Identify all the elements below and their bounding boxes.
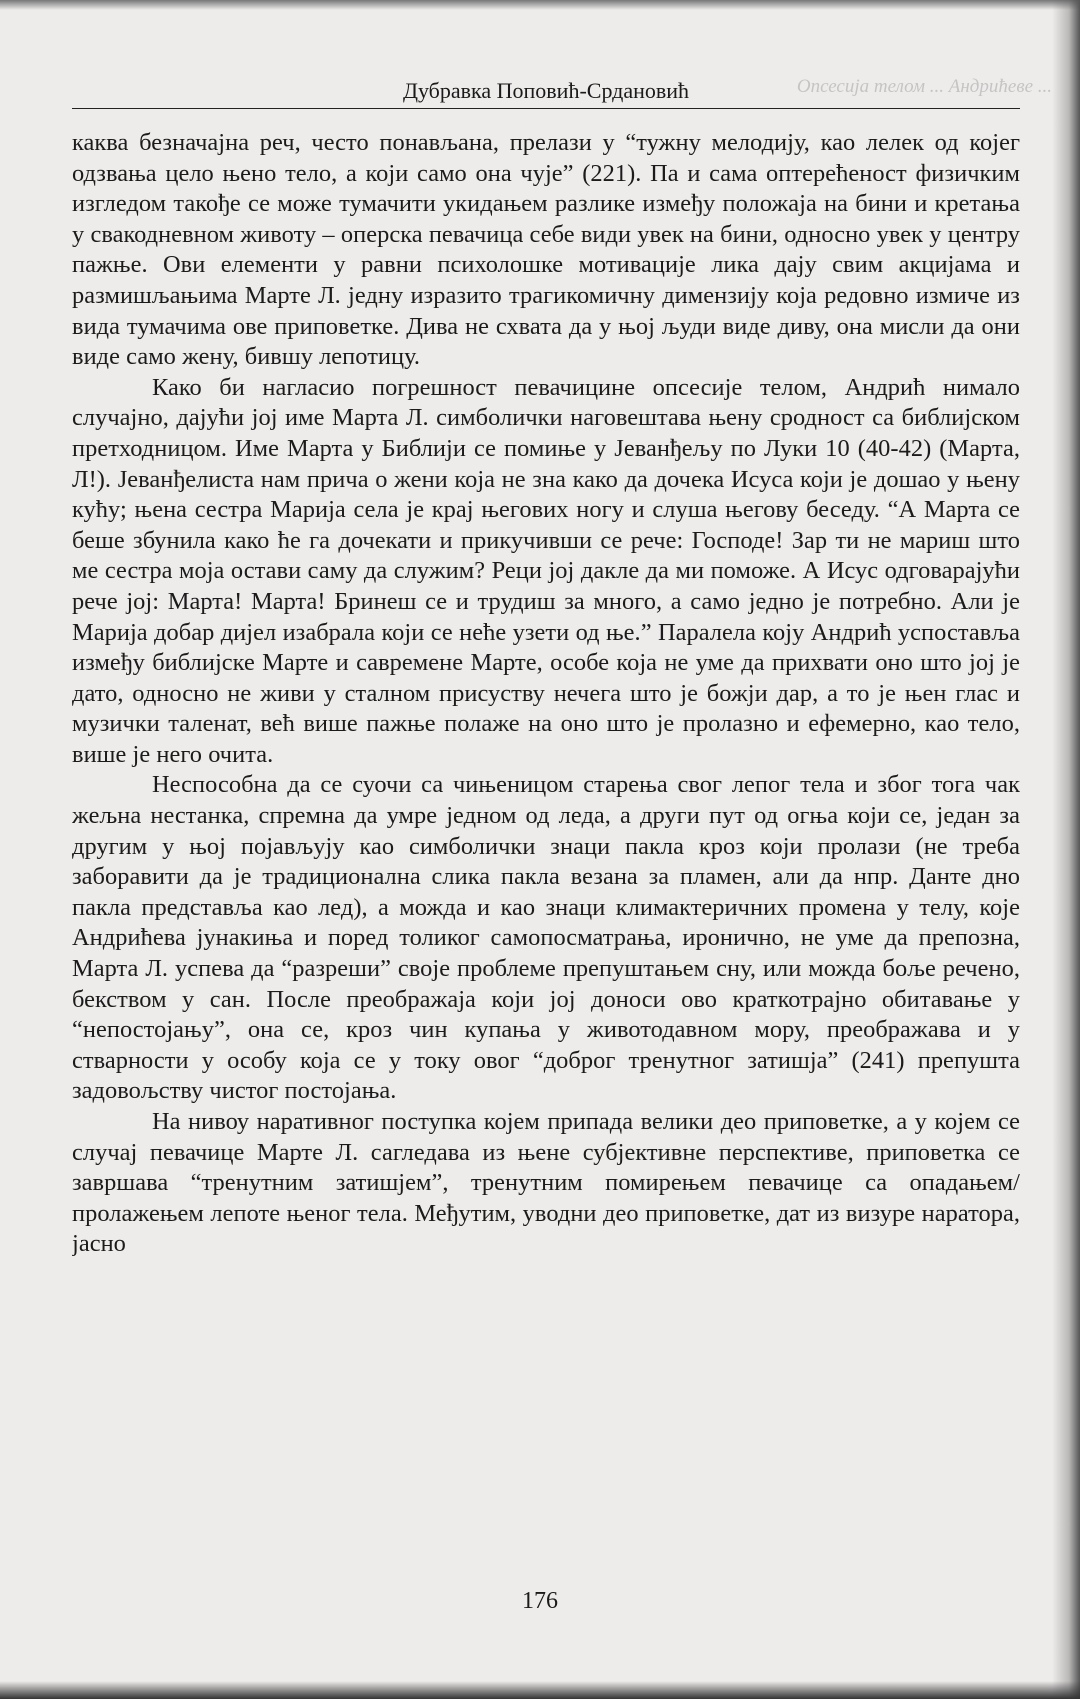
paragraph-3: Неспособна да се суочи са чињеницом старења свог лепог тела и због тога чак жељна нестанка, спремна да умре једном од леда, а други пут од огња који се, један за другим у њој појављују као симболички знаци пакла кроз који пролази (не треба заборавити да је традиционална слика пакла везана за пламен, али да нпр. Данте дно пакла представља као лед), а можда и као знаци климактеричних промена у телу, које Андрићева јунакиња и поред толиког самопосматрања, иронично, не уме да препозна, Марта Л. успева да “разреши” своје проблеме препуштањем сну, или можда боље речено, бекством у сан. После преображаја који јој доноси ово краткотрајно обитавање у “непостојању”, она се, кроз чин купања у животодавном мору, преображава и у стварности у особу која се у току овог “доброг тренутног затишја” (241) препушта задовољству чистог постојања.: [72, 771, 1020, 1105]
running-header: [72, 72, 1020, 109]
paragraph-1: каква безначајна реч, често понављана, прелази у “тужну мелодију, као лелек од којег одзвања цело њено тело, а који само она чује” (221). Па и сама оптерећеност физичким изгледом такође се може тумачити укидањем разлике између положаја на бини и кретања у свакодневном животу – оперска певачица себе види увек на бини, односно увек у центру пажње. Ови елементи у равни психолошке мотивације лика дају свим акцијама и размишљањима Марте Л. једну изразито трагикомичну димензију која редовно измиче из вида тумачима ове приповетке. Дива не схвата да у њој људи виде диву, она мисли да они виде само жену, бившу лепотицу.: [72, 129, 1020, 371]
running-header-title: Дубравка Поповић-Срдановић: [402, 78, 690, 103]
paragraph-2: Како би нагласио погрешност певачицине опсесије телом, Андрић нимало случајно, дајући јој име Марта Л. симболички наговештава њену сродност са библијском претходницом. Име Марта у Библији се помиње у Јеванђељу по Луки 10 (40-42) (Марта, Л!). Јеванђелиста нам прича о жени која не зна како да дочека Исуса који је дошао у њену кућу; њена сестра Марија села је крај његових ногу и слуша његову беседу. “А Марта се беше збунила како ће га дочекати и прикучивши се рече: Господе! Зар ти не мариш што ме сестра моја остави саму да служим? Реци јој дакле да ми поможе. А Исус одговарајући рече јој: Марта! Марта! Бринеш се и трудиш за много, а само једно је потребно. Али је Марија добар дијел изабрала који се неће узети од ње.” Паралела коју Андрић успоставља између библијске Марте и савремене Марте, особе која не уме да прихвати оно што јој је дато, односно не живи у сталном присуству нечега што је божји дар, а то је њен глас и музички таленат, већ више пажње полаже на оно што је пролазно и ефемерно, као тело, више је него очита.: [72, 373, 1020, 768]
page-right-shadow: [1052, 0, 1080, 1699]
page-bottom-edge: [0, 1681, 1080, 1699]
page-number: 176: [522, 1588, 558, 1614]
body-text: [72, 128, 1020, 1568]
bleed-through-text: Опсесија телом ... Андрићеве ...: [796, 76, 1052, 97]
paragraph-4: На нивоу наративног поступка којем припада велики део приповетке, а у којем се случај певачице Марте Л. сагледава из њене субјективне перспективе, приповетка се завршава “тренутним затишјем”, тренутним помирењем певачице са опадањем/ пролажењем лепоте њеног тела. Међутим, уводни део приповетке, дат из визуре наратора, јасно: [72, 1108, 1020, 1258]
page-top-edge: [0, 0, 1080, 10]
